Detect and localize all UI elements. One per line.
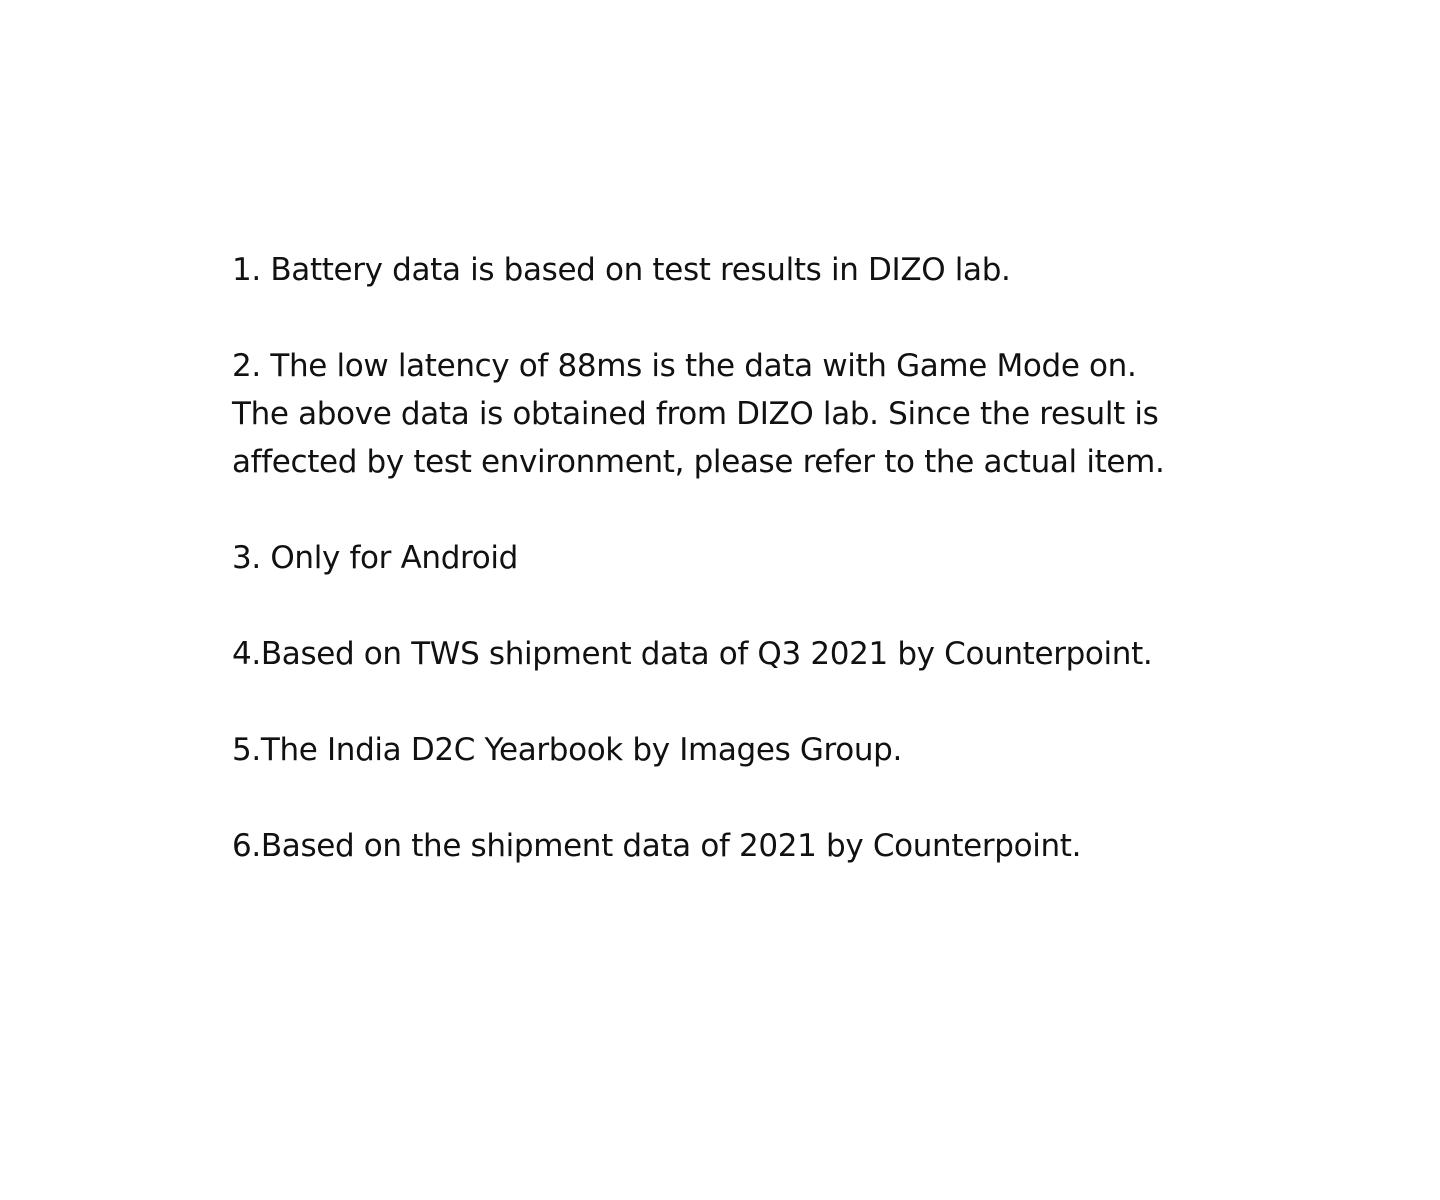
footnote-line: 3. Only for Android bbox=[232, 540, 518, 576]
footnote-1 bbox=[232, 246, 1352, 294]
footnote-line: 5.The India D2C Yearbook by Images Group. bbox=[232, 732, 903, 768]
footnote-line: affected by test environment, please refer to the actual item. bbox=[232, 444, 1165, 480]
footnote-line: 1. Battery data is based on test results in DIZO lab. bbox=[232, 252, 1011, 288]
footnote-6 bbox=[232, 822, 1352, 870]
footnote-3 bbox=[232, 534, 1352, 582]
footnote-4 bbox=[232, 630, 1352, 678]
footnote-2 bbox=[232, 342, 1352, 486]
footnote-5 bbox=[232, 726, 1352, 774]
footnote-line: The above data is obtained from DIZO lab. Since the result is bbox=[232, 396, 1159, 432]
footnote-line: 4.Based on TWS shipment data of Q3 2021 by Counterpoint. bbox=[232, 636, 1153, 672]
footnote-line: 6.Based on the shipment data of 2021 by Counterpoint. bbox=[232, 828, 1082, 864]
footnotes-list bbox=[232, 246, 1352, 918]
footnote-line: 2. The low latency of 88ms is the data with Game Mode on. bbox=[232, 348, 1137, 384]
